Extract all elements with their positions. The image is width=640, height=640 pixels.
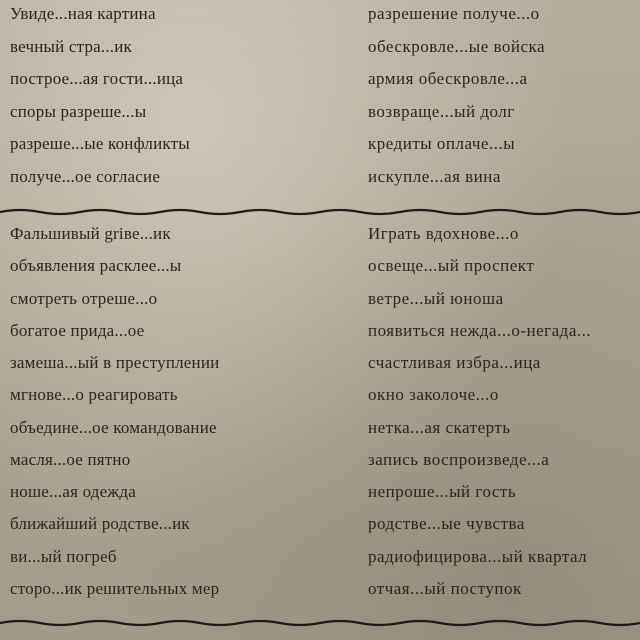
phrase-item: искупле...ая вина xyxy=(368,166,501,186)
phrase-item: ви...ый погреб xyxy=(10,546,117,566)
phrase-item: ближайший родстве...ик xyxy=(10,514,190,534)
phrase-item: масля...ое пятно xyxy=(10,449,131,469)
phrase-item: построе...ая гости...ица xyxy=(10,69,184,89)
phrase-item: освеще...ый проспект xyxy=(368,256,535,276)
phrase-item: появиться нежда...о-негада... xyxy=(368,320,592,340)
phrase-item: обескровле...ые войска xyxy=(368,36,546,56)
phrase-item: замеша...ый в преступлении xyxy=(10,353,220,372)
phrase-item: объявления расклее...ы xyxy=(10,256,182,276)
phrase-item: возвраще...ый долг xyxy=(368,101,515,121)
phrase-item: родстве...ые чувства xyxy=(368,514,525,534)
phrase-item: объедине...ое командование xyxy=(10,417,217,437)
phrase-item: Фальшивый griве...ик xyxy=(10,224,171,243)
right-column xyxy=(368,4,640,200)
phrase-item: отчая...ый поступок xyxy=(368,578,522,598)
wavy-divider xyxy=(0,206,640,218)
phrase-item: кредиты оплаче...ы xyxy=(368,134,516,154)
phrase-item: разреше...ые конфликты xyxy=(10,134,190,154)
phrase-item: вечный стра...ик xyxy=(10,36,133,56)
phrase-item: армия обескровле...а xyxy=(368,69,528,89)
wavy-divider xyxy=(0,617,640,629)
phrase-item: ноше...ая одежда xyxy=(10,482,136,501)
phrase-item: смотреть отреше...о xyxy=(10,288,158,308)
phrase-item: Увиде...ная картина xyxy=(10,4,156,23)
phrase-item: запись воспроизведе...а xyxy=(368,449,550,469)
left-column xyxy=(10,4,340,200)
phrase-item: Играть вдохнове...о xyxy=(368,224,519,243)
phrase-item: сторо...ик решительных мер xyxy=(10,578,220,598)
phrase-item: мгнове...о реагировать xyxy=(10,385,178,405)
phrase-item: ветре...ый юноша xyxy=(368,288,504,308)
phrase-item: споры разреше...ы xyxy=(10,101,147,121)
phrase-item: непроше...ый гость xyxy=(368,482,517,501)
phrase-item: разрешение получе...о xyxy=(368,4,540,23)
phrase-item: счастливая избра...ица xyxy=(368,353,541,372)
phrase-item: получе...ое согласие xyxy=(10,166,161,186)
phrase-item: богатое прида...ое xyxy=(10,320,145,340)
phrase-item: окно заколоче...о xyxy=(368,385,499,405)
phrase-item: нетка...ая скатерть xyxy=(368,417,511,437)
right-column xyxy=(368,224,640,611)
phrase-item: радиофицирова...ый квартал xyxy=(368,546,588,566)
left-column xyxy=(10,224,340,611)
